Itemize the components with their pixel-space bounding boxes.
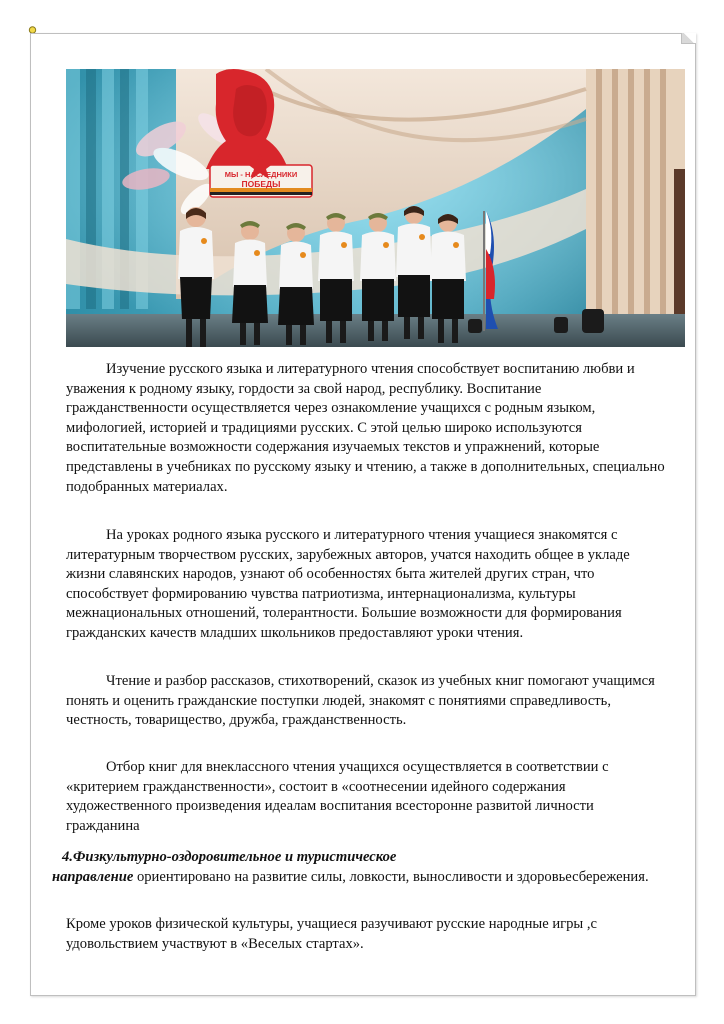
paragraph-reading-stories: Чтение и разбор рассказов, стихотворений, сказок из учебных книг помогают учащимся понять и оценить гражданские поступки людей, знакомят с понятиями справедливость, честность, товарищество, дружба, гражданственность. <box>66 673 655 729</box>
paragraph-russian-language: Изучение русского языка и литературного чтения способствует воспитанию любви и уважения к родному языку, гордости за свой народ, республику. Воспитание гражданственности осуществляется через ознакомление учащихся с родным языком, мифологией, историей и традициями русских. С этой целью широко используются воспитательные возможности содержания изучаемых текстов и упражнений, которые представлены в учебниках по русскому языку и чтению, а также в дополнительных, специально подобранных материалах. <box>66 361 665 495</box>
paragraph-folk-games: Кроме уроков физической культуры, учащиеся разучивают русские народные игры ,с удовольствием участвуют в «Веселых стартах». <box>66 916 598 952</box>
section-heading-continued: направление <box>52 868 134 885</box>
paragraph-native-language-lessons: На уроках родного языка русского и литературного чтения учащиеся знакомятся с литературным творчеством русских, зарубежных авторов, учатся находить общее в укладе жизни славянских народов, узнают об особенностях быта жителей других стран, что способствует формированию чувства патриотизма, интернационализма, культуры межнациональных отношений, толерантности. Большие возможности для формирования гражданских качеств младших школьников предоставляют уроки чтения. <box>66 527 630 641</box>
section-heading: 4.Физкультурно-оздоровительное и туристическое <box>62 849 397 865</box>
section-text: ориентировано на развитие силы, ловкости, выносливости и здоровьесбережения. <box>133 868 649 885</box>
paragraph-book-selection: Отбор книг для внеклассного чтения учащихся осуществляется в соответствии с «критерием гражданственности», состоит в «соотнесении идейного содержания художественного произведения идеалам воспитания всесторонне развитой личности гражданина <box>66 759 609 834</box>
stage-photo <box>66 69 685 347</box>
section-physical-education <box>52 848 662 887</box>
banner-line-1: МЫ - НАСЛЕДНИКИ <box>224 170 298 179</box>
banner-line-2: ПОБЕДЫ <box>241 179 281 189</box>
page-fold-icon <box>681 33 696 44</box>
